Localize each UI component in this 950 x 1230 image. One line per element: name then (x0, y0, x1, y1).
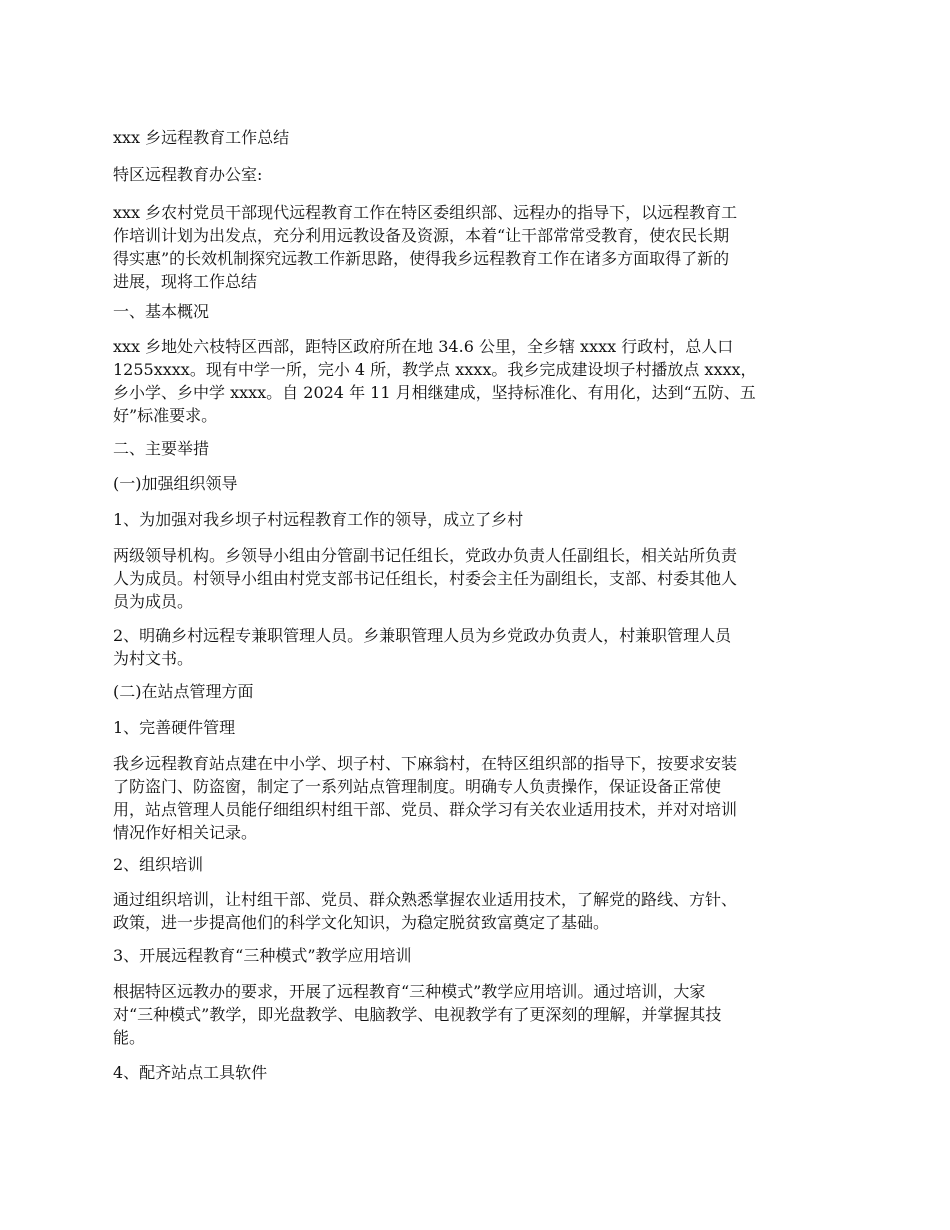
text-line: 员为成员。 (113, 592, 194, 611)
item-heading: 3、开展远程教育“三种模式”教学应用培训 (113, 946, 412, 965)
subsection-heading: (二)在站点管理方面 (113, 682, 254, 701)
text-line: 用，站点管理人员能仔细组织村组干部、党员、群众学习有关农业适用技术，并对对培训 (113, 800, 738, 819)
text-line: 2、明确乡村远程专兼职管理人员。乡兼职管理人员为乡党政办负责人，村兼职管理人员 (113, 626, 732, 645)
section-heading: 一、基本概况 (113, 302, 210, 321)
text-line: 得实惠”的长效机制探究远教工作新思路，使得我乡远程教育工作在诸多方面取得了新的 (113, 249, 730, 268)
text-line: 根据特区远教办的要求，开展了远程教育“三种模式”教学应用培训。通过培训，大家 (113, 982, 706, 1001)
text-line: 能。 (113, 1028, 146, 1047)
section-heading: 二、主要举措 (113, 439, 210, 458)
text-line: 情况作好相关记录。 (113, 823, 258, 842)
text-line: 作培训计划为出发点，充分利用远教设备及资源，本着“让干部常常受教育，使农民长期 (113, 226, 730, 245)
text-line: 了防盗门、防盗窗，制定了一系列站点管理制度。明确专人负责操作，保证设备正常使 (113, 777, 722, 796)
text-line: xxx 乡地处六枝特区西部，距特区政府所在地 34.6 公里，全乡辖 xxxx 行政村，总人口 (113, 337, 734, 356)
text-line: 通过组织培训，让村组干部、党员、群众熟悉掌握农业适用技术，了解党的路线、方针、 (113, 890, 738, 909)
text-line: 政策，进一步提高他们的科学文化知识，为稳定脱贫致富奠定了基础。 (113, 913, 610, 932)
item-heading: 4、配齐站点工具软件 (113, 1063, 268, 1082)
text-line: 乡小学、乡中学 xxxx。自 2024 年 11 月相继建成，坚持标准化、有用化，达到“五防、五 (113, 383, 756, 402)
text-line: 我乡远程教育站点建在中小学、坝子村、下麻翁村，在特区组织部的指导下，按要求安装 (113, 754, 738, 773)
item-heading: 2、组织培训 (113, 855, 204, 874)
text-line: 进展，现将工作总结 (113, 272, 258, 291)
text-line: 好”标准要求。 (113, 406, 218, 425)
text-line: 两级领导机构。乡领导小组由分管副书记任组长，党政办负责人任副组长，相关站所负责 (113, 546, 738, 565)
subsection-heading: (一)加强组织领导 (113, 474, 238, 493)
item-heading: 1、为加强对我乡坝子村远程教育工作的领导，成立了乡村 (113, 510, 524, 529)
salutation: 特区远程教育办公室: (113, 165, 263, 184)
document-title: xxx 乡远程教育工作总结 (113, 128, 290, 147)
text-line: xxx 乡农村党员干部现代远程教育工作在特区委组织部、远程办的指导下，以远程教育工 (113, 203, 738, 222)
text-line: 1255xxxx。现有中学一所，完小 4 所，教学点 xxxx。我乡完成建设坝子村播放点 xxxx， (113, 360, 757, 379)
text-line: 人为成员。村领导小组由村党支部书记任组长，村委会主任为副组长，支部、村委其他人 (113, 569, 738, 588)
text-line: 为村文书。 (113, 649, 194, 668)
item-heading: 1、完善硬件管理 (113, 718, 236, 737)
text-line: 对“三种模式”教学，即光盘教学、电脑教学、电视教学有了更深刻的理解，并掌握其技 (113, 1005, 722, 1024)
